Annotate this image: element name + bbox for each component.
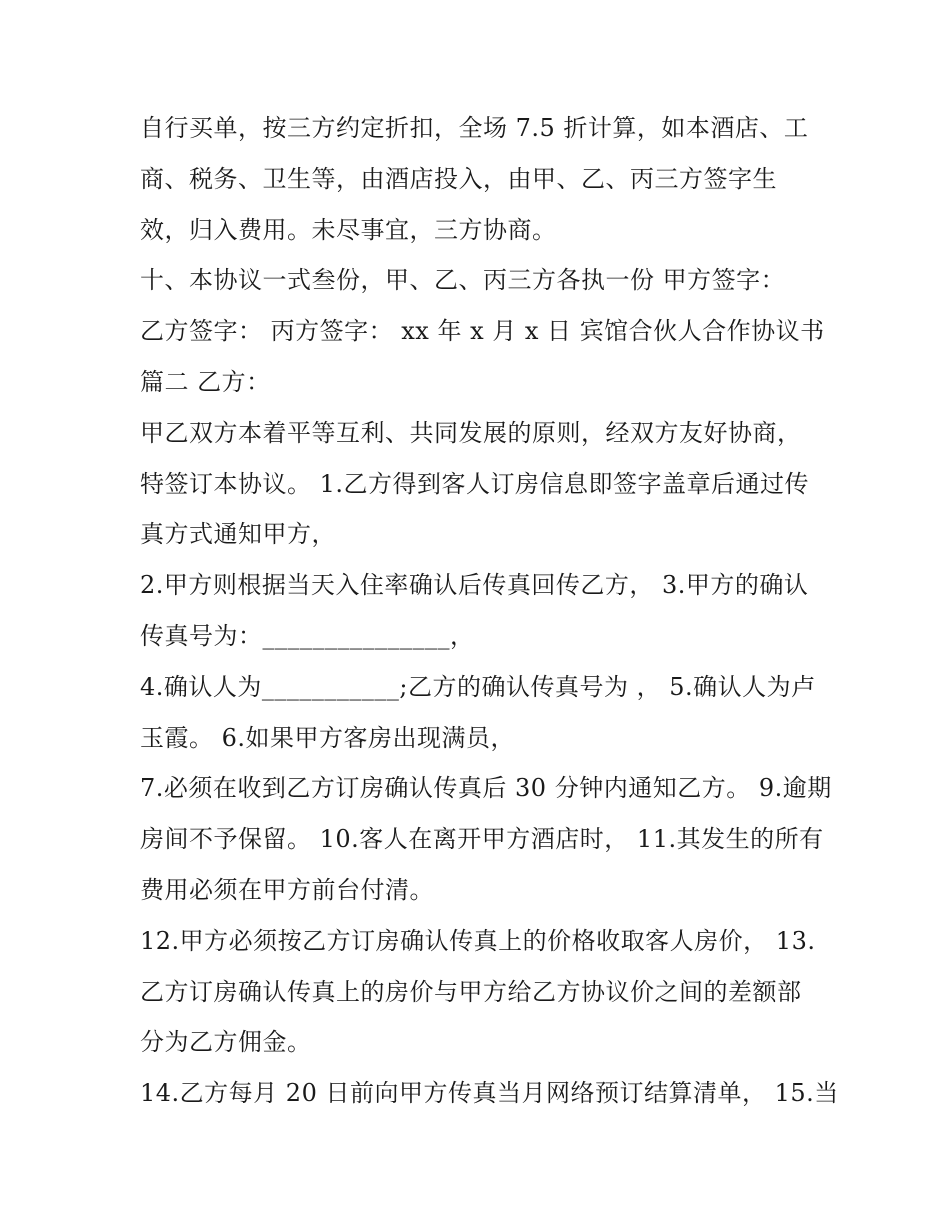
text-line: 甲乙双方本着平等互利、共同发展的原则，经双方友好协商， — [140, 418, 802, 447]
text-line: 乙方签字： 丙方签字： xx 年 x 月 x 日 宾馆合伙人合作协议书 — [140, 317, 825, 346]
text-line: 自行买单，按三方约定折扣，全场 7.5 折计算，如本酒店、工 — [140, 114, 809, 142]
text-line: 12.甲方必须按乙方订房确认传真上的价格收取客人房价， 13. — [140, 926, 816, 955]
text-line: 篇二 乙方： — [140, 367, 271, 396]
text-line: 真方式通知甲方， — [140, 520, 336, 549]
text-line: 7.必须在收到乙方订房确认传真后 30 分钟内通知乙方。 9.逾期 — [140, 774, 832, 803]
text-line: 2.甲方则根据当天入住率确认后传真回传乙方， 3.甲方的确认 — [140, 571, 809, 600]
text-line: 效，归入费用。未尽事宜，三方协商。 — [140, 215, 557, 244]
text-line: 特签订本协议。 1.乙方得到客人订房信息即签字盖章后通过传 — [140, 469, 810, 498]
text-line: 费用必须在甲方前台付清。 — [140, 875, 434, 904]
text-line: 房间不予保留。 10.客人在离开甲方酒店时， 11.其发生的所有 — [140, 825, 824, 854]
text-line: 玉霞。 6.如果甲方客房出现满员， — [140, 723, 516, 752]
text-line: 十、本协议一式叁份，甲、乙、丙三方各执一份 甲方签字： — [140, 266, 786, 295]
text-line: 传真号为：_______________， — [140, 621, 475, 650]
text-line: 乙方订房确认传真上的房价与甲方给乙方协议价之间的差额部 — [140, 977, 802, 1006]
text-line: 14.乙方每月 20 日前向甲方传真当月网络预订结算清单， 15.当 — [140, 1079, 839, 1108]
text-line: 分为乙方佣金。 — [140, 1028, 312, 1057]
document-body — [140, 108, 839, 1124]
text-line: 4.确认人为___________;乙方的确认传真号为 ， 5.确认人为卢 — [140, 672, 816, 701]
text-line: 商、税务、卫生等，由酒店投入，由甲、乙、丙三方签字生 — [140, 164, 777, 193]
